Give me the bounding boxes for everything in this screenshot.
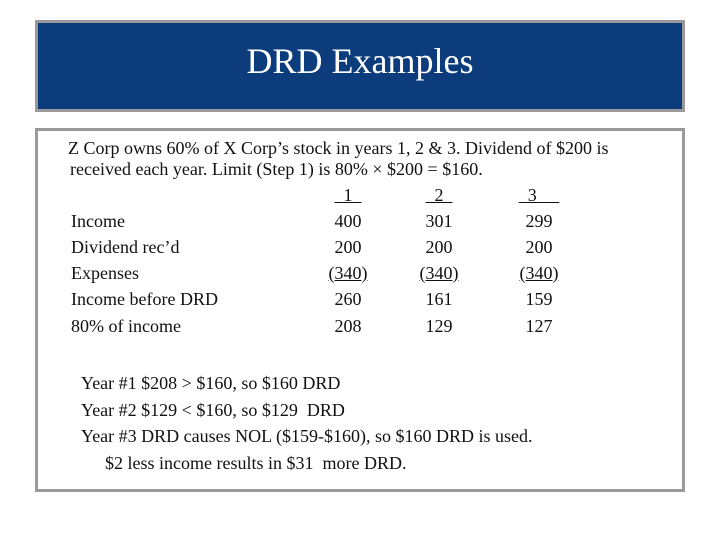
intro-line-2: received each year. Limit (Step 1) is 80% × $200 = $160. (70, 159, 483, 179)
column-header-year-1: 1 (334, 185, 362, 205)
note-line: Year #2 $129 < $160, so $129 DRD (81, 399, 345, 420)
row-label: Dividend rec’d (71, 237, 180, 257)
cell-value: 129 (425, 316, 453, 336)
cell-value: (340) (519, 263, 559, 283)
table-row (38, 237, 688, 261)
intro-text (68, 138, 688, 180)
cell-value: 159 (525, 289, 553, 309)
cell-value: 301 (425, 211, 453, 231)
table-row (38, 211, 688, 235)
cell-value: 208 (334, 316, 362, 336)
table-row (38, 316, 688, 340)
notes-block (81, 370, 681, 476)
cell-value: 200 (334, 237, 362, 257)
cell-value: (340) (419, 263, 459, 283)
content-panel (35, 128, 685, 492)
slide-title: DRD Examples (246, 41, 474, 81)
note-line: Year #1 $208 > $160, so $160 DRD (81, 373, 341, 393)
row-label: Expenses (71, 263, 139, 283)
cell-value: (340) (328, 263, 368, 283)
cell-value: 299 (525, 211, 553, 231)
cell-value: 260 (334, 289, 362, 309)
intro-line-1: Z Corp owns 60% of X Corp’s stock in years 1, 2 & 3. Dividend of $200 is (68, 138, 609, 158)
note-line: $2 less income results in $31 more DRD. (105, 452, 407, 473)
cell-value: 400 (334, 211, 362, 231)
cell-value: 200 (525, 237, 553, 257)
cell-value: 161 (425, 289, 453, 309)
row-label: Income (71, 211, 125, 231)
table-header-row (38, 185, 688, 209)
title-banner (35, 20, 685, 112)
table-row (38, 289, 688, 313)
table-row (38, 263, 688, 287)
row-label: 80% of income (71, 316, 181, 336)
row-label: Income before DRD (71, 289, 218, 309)
note-line: Year #3 DRD causes NOL ($159-$160), so $160 DRD is used. (81, 426, 533, 446)
cell-value: 200 (425, 237, 453, 257)
cell-value: 127 (525, 316, 553, 336)
column-header-year-3: 3 (518, 185, 560, 205)
column-header-year-2: 2 (425, 185, 453, 205)
